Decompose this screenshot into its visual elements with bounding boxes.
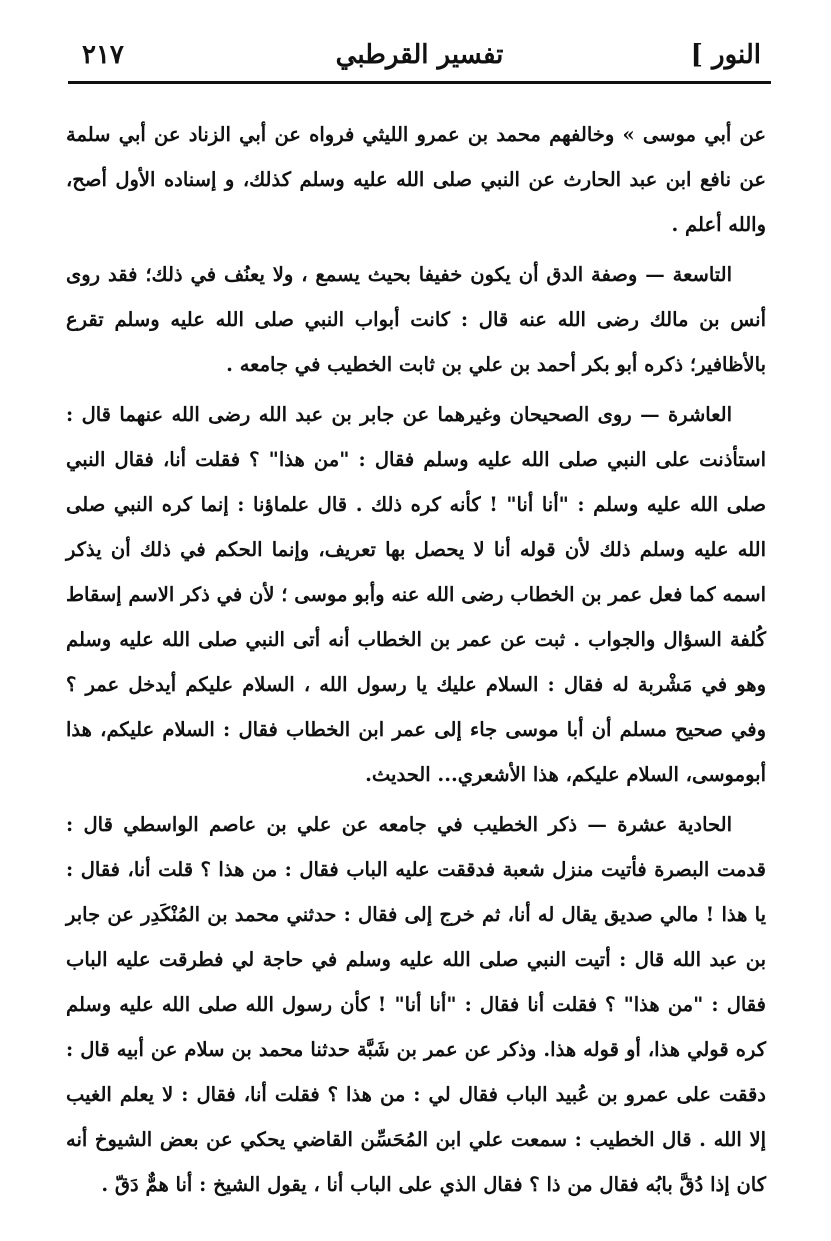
page-header xyxy=(68,36,771,84)
paragraph-tenth: العاشرة — روى الصحيحان وغيرهما عن جابر بن عبد الله رضى الله عنهما قال : استأذنت على النبي صلى الله عليه وسلم فقال : "من هذا" ؟ فقلت أنا، فقال النبي صلى الله عليه وسلم : "أنا أنا" ! كأنه كره ذلك . قال علماؤنا : إنما كره النبي صلى الله عليه وسلم ذلك لأن قوله أنا لا يحصل بها تعريف، وإنما الحكم في ذلك أن يذكر اسمه كما فعل عمر بن الخطاب رضى الله عنه وأبو موسى ؛ لأن في ذكر الاسم إسقاط كُلفة السؤال والجواب . ثبت عن عمر بن الخطاب أنه أتى النبي صلى الله عليه وسلم وهو في مَشْربة له فقال : السلام عليك يا رسول الله ، السلام عليكم أيدخل عمر ؟ وفي صحيح مسلم أن أبا موسى جاء إلى عمر ابن الخطاب فقال : السلام عليكم، هذا أبوموسى، السلام عليكم، هذا الأشعري... الحديث. xyxy=(66,403,766,786)
page-number: ٢١٧ xyxy=(82,40,124,70)
body-text xyxy=(66,112,766,1207)
paragraph-continuation: عن أبي موسى » وخالفهم محمد بن عمرو الليثي فرواه عن أبي الزناد عن أبي سلمة عن نافع ابن عبد الحارث عن النبي صلى الله عليه وسلم كذلك، و إسناده الأول أصح، والله أعلم . xyxy=(66,123,766,236)
book-title: تفسير القرطبي xyxy=(335,40,504,70)
paragraph-eleventh: الحادية عشرة — ذكر الخطيب في جامعه عن علي بن عاصم الواسطي قال : قدمت البصرة فأتيت منزل شعبة فدققت عليه الباب فقال : من هذا ؟ قلت أنا، فقال : يا هذا ! مالي صديق يقال له أنا، ثم خرج إلى فقال : حدثني محمد بن المُنْكَدِر عن جابر بن عبد الله قال : أتيت النبي صلى الله عليه وسلم في حاجة لي فطرقت عليه الباب فقال : "من هذا" ؟ فقلت أنا فقال : "أنا أنا" ! كأن رسول الله صلى الله عليه وسلم كره قولي هذا، أو قوله هذا. وذكر عن عمر بن شَبَّة حدثنا محمد بن سلام عن أبيه قال : دققت على عمرو بن عُبيد الباب فقال لي : من هذا ؟ فقلت أنا، فقال : لا يعلم الغيب إلا الله . قال الخطيب : سمعت علي ابن المُحَسِّن القاضي يحكي عن بعض الشيوخ أنه كان إذا دُقَّ بابُه فقال من ذا ؟ فقال الذي على الباب أنا ، يقول الشيخ : أنا همٌّ دَقّ . xyxy=(66,813,766,1196)
header-rule xyxy=(68,81,771,84)
surah-name: النور ] xyxy=(690,40,761,70)
paragraph-ninth: التاسعة — وصفة الدق أن يكون خفيفا بحيث يسمع ، ولا يعنُف في ذلك؛ فقد روى أنس بن مالك رضى الله عنه قال : كانت أبواب النبي صلى الله عليه وسلم تقرع بالأظافير؛ ذكره أبو بكر أحمد بن علي بن ثابت الخطيب في جامعه . xyxy=(66,263,766,376)
